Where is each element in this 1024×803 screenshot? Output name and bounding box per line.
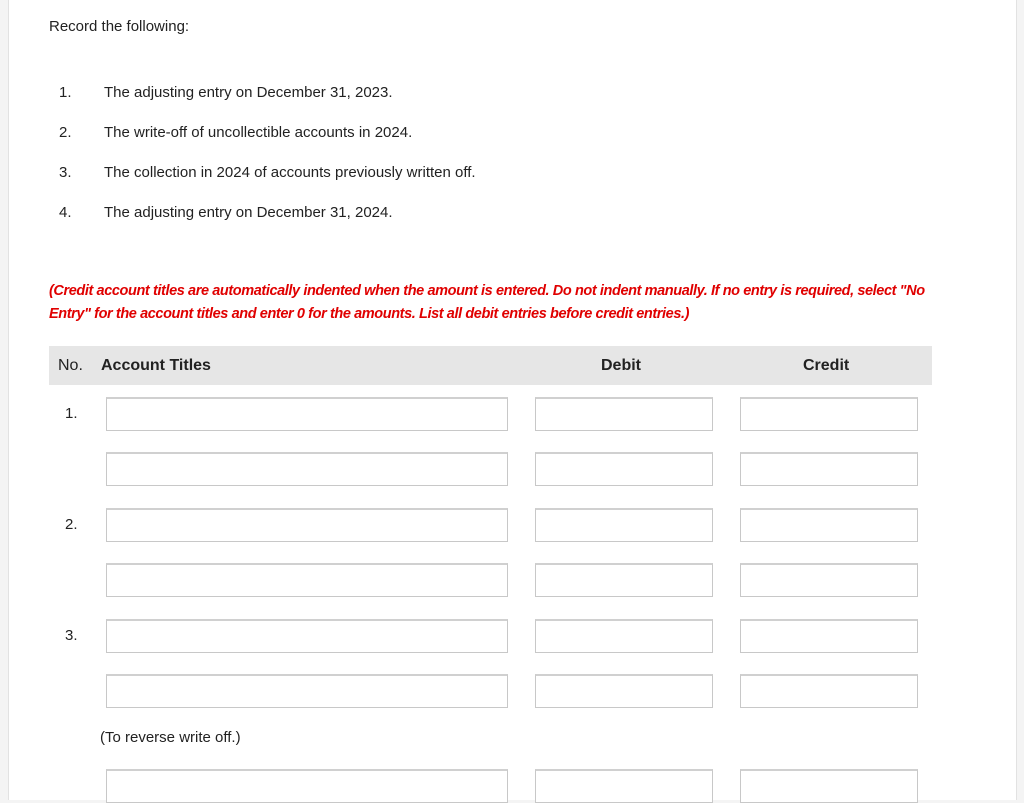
account-title-input[interactable] bbox=[106, 674, 508, 708]
entry-memo: (To reverse write off.) bbox=[100, 729, 241, 746]
credit-input[interactable] bbox=[740, 619, 918, 653]
account-title-input[interactable] bbox=[106, 508, 508, 542]
account-title-input[interactable] bbox=[106, 397, 508, 431]
credit-input[interactable] bbox=[740, 563, 918, 597]
item-text: The adjusting entry on December 31, 2024. bbox=[104, 204, 393, 221]
instruction-note: (Credit account titles are automatically indented when the amount is entered. Do not indent manually. If no entry is required, select "No Entry" for the account titles and enter 0 for the amounts. List all debit entries before credit entries.) bbox=[49, 283, 925, 322]
entry-number: 3. bbox=[65, 627, 78, 644]
header-account-titles: Account Titles bbox=[101, 357, 211, 374]
header-no: No. bbox=[58, 357, 83, 374]
account-title-input[interactable] bbox=[106, 619, 508, 653]
debit-input[interactable] bbox=[535, 769, 713, 803]
entry-number: 1. bbox=[65, 405, 78, 422]
item-text: The adjusting entry on December 31, 2023. bbox=[104, 84, 393, 101]
debit-input[interactable] bbox=[535, 452, 713, 486]
account-title-input[interactable] bbox=[106, 769, 508, 803]
credit-input[interactable] bbox=[740, 769, 918, 803]
question-panel bbox=[8, 0, 1017, 800]
entry-number: 2. bbox=[65, 516, 78, 533]
debit-input[interactable] bbox=[535, 674, 713, 708]
instructions: Record the following: bbox=[49, 18, 190, 35]
item-text: The write-off of uncollectible accounts in 2024. bbox=[104, 124, 413, 141]
credit-input[interactable] bbox=[740, 452, 918, 486]
item-number: 3. bbox=[59, 164, 72, 181]
credit-input[interactable] bbox=[740, 674, 918, 708]
header-debit: Debit bbox=[601, 357, 641, 374]
header-credit: Credit bbox=[803, 357, 850, 374]
debit-input[interactable] bbox=[535, 563, 713, 597]
debit-input[interactable] bbox=[535, 619, 713, 653]
account-title-input[interactable] bbox=[106, 452, 508, 486]
table-header bbox=[49, 346, 932, 385]
item-number: 2. bbox=[59, 124, 72, 141]
item-text: The collection in 2024 of accounts previously written off. bbox=[104, 164, 476, 181]
credit-input[interactable] bbox=[740, 508, 918, 542]
credit-input[interactable] bbox=[740, 397, 918, 431]
item-number: 1. bbox=[59, 84, 72, 101]
debit-input[interactable] bbox=[535, 508, 713, 542]
account-title-input[interactable] bbox=[106, 563, 508, 597]
debit-input[interactable] bbox=[535, 397, 713, 431]
item-number: 4. bbox=[59, 204, 72, 221]
